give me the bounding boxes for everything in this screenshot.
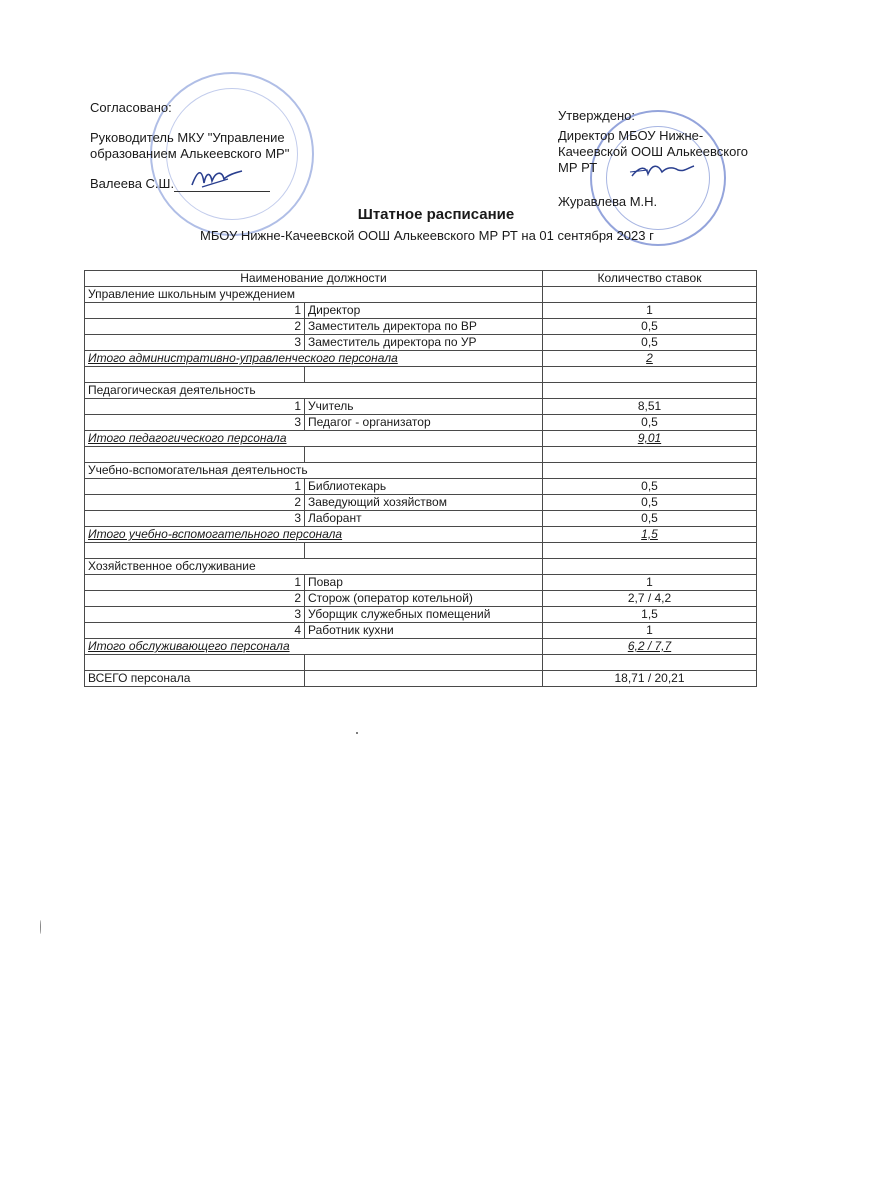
section-total-label: Итого педагогического персонала — [85, 431, 543, 447]
signature-right-icon — [628, 160, 698, 186]
table-row — [85, 399, 757, 415]
approval-right-block — [558, 108, 778, 210]
row-position: Повар — [305, 575, 543, 591]
section-total-qty: 2 — [543, 351, 757, 367]
table-row — [85, 303, 757, 319]
table-row — [85, 511, 757, 527]
section-row — [85, 559, 757, 575]
row-position: Заведующий хозяйством — [305, 495, 543, 511]
header-rate-count: Количество ставок — [543, 271, 757, 287]
row-qty: 0,5 — [543, 319, 757, 335]
row-number: 1 — [85, 479, 305, 495]
row-qty: 8,51 — [543, 399, 757, 415]
document-title: Штатное расписание — [357, 206, 515, 223]
row-qty: 0,5 — [543, 335, 757, 351]
grand-total-qty: 18,71 / 20,21 — [543, 671, 757, 687]
scan-speck — [40, 920, 41, 934]
section-total-qty: 1,5 — [543, 527, 757, 543]
section-total-label: Итого административно-управленческого персонала — [85, 351, 543, 367]
header-position-name: Наименование должности — [85, 271, 543, 287]
row-number: 3 — [85, 415, 305, 431]
row-qty: 0,5 — [543, 511, 757, 527]
row-position: Заместитель директора по ВР — [305, 319, 543, 335]
row-position: Библиотекарь — [305, 479, 543, 495]
table-row — [85, 335, 757, 351]
approval-left-position-1: Руководитель МКУ "Управление — [90, 130, 285, 145]
row-position: Лаборант — [305, 511, 543, 527]
approval-right-signer: Журавлева М.Н. — [558, 194, 658, 209]
row-qty: 0,5 — [543, 495, 757, 511]
row-number: 3 — [85, 511, 305, 527]
row-position: Директор — [305, 303, 543, 319]
scan-speck — [356, 732, 358, 734]
row-number: 1 — [85, 399, 305, 415]
row-qty: 1 — [543, 575, 757, 591]
grand-total-label: ВСЕГО персонала — [85, 671, 305, 687]
section-total-label: Итого учебно-вспомогательного персонала — [85, 527, 543, 543]
section-row — [85, 383, 757, 399]
row-position: Работник кухни — [305, 623, 543, 639]
table-row — [85, 623, 757, 639]
table-row — [85, 495, 757, 511]
table-row — [85, 575, 757, 591]
row-position: Уборщик служебных помещений — [305, 607, 543, 623]
row-qty: 1,5 — [543, 607, 757, 623]
table-row — [85, 479, 757, 495]
spacer-row — [85, 367, 757, 383]
row-qty: 0,5 — [543, 479, 757, 495]
section-total-label: Итого обслуживающего персонала — [85, 639, 543, 655]
section-total-row — [85, 639, 757, 655]
section-title: Управление школьным учреждением — [85, 287, 543, 303]
table-row — [85, 607, 757, 623]
row-number: 3 — [85, 607, 305, 623]
section-row — [85, 463, 757, 479]
row-number: 2 — [85, 591, 305, 607]
spacer-row — [85, 655, 757, 671]
approval-left-signer: Валеева С.Ш. — [90, 176, 175, 191]
section-title: Хозяйственное обслуживание — [85, 559, 543, 575]
table-row — [85, 591, 757, 607]
document-subtitle: МБОУ Нижне-Качеевской ООШ Алькеевского МР РТ на 01 сентября 2023 г — [200, 228, 654, 243]
approval-left-heading: Согласовано: — [90, 100, 172, 115]
table-row — [85, 319, 757, 335]
section-title: Учебно-вспомогательная деятельность — [85, 463, 543, 479]
spacer-row — [85, 447, 757, 463]
row-position: Учитель — [305, 399, 543, 415]
signature-left-icon — [188, 165, 248, 191]
row-number: 1 — [85, 575, 305, 591]
table-row — [85, 415, 757, 431]
section-total-qty: 6,2 / 7,7 — [543, 639, 757, 655]
spacer-row — [85, 543, 757, 559]
section-total-qty: 9,01 — [543, 431, 757, 447]
section-total-row — [85, 431, 757, 447]
table-header-row — [85, 271, 757, 287]
row-number: 2 — [85, 319, 305, 335]
section-row — [85, 287, 757, 303]
approval-right-position-1: Директор МБОУ Нижне- — [558, 128, 704, 143]
row-number: 2 — [85, 495, 305, 511]
approval-right-heading: Утверждено: — [558, 108, 635, 123]
approval-right-position-3: МР РТ — [558, 160, 598, 175]
grand-total-row — [85, 671, 757, 687]
row-position: Педагог - организатор — [305, 415, 543, 431]
row-position: Сторож (оператор котельной) — [305, 591, 543, 607]
row-qty: 1 — [543, 303, 757, 319]
approval-left-position-2: образованием Алькеевского МР" — [90, 146, 290, 161]
row-number: 4 — [85, 623, 305, 639]
row-qty: 1 — [543, 623, 757, 639]
section-total-row — [85, 351, 757, 367]
approval-right-position-2: Качеевской ООШ Алькеевского — [558, 144, 749, 159]
row-qty: 2,7 / 4,2 — [543, 591, 757, 607]
row-number: 1 — [85, 303, 305, 319]
section-title: Педагогическая деятельность — [85, 383, 543, 399]
row-qty: 0,5 — [543, 415, 757, 431]
row-position: Заместитель директора по УР — [305, 335, 543, 351]
staff-table — [84, 270, 757, 687]
section-total-row — [85, 527, 757, 543]
row-number: 3 — [85, 335, 305, 351]
